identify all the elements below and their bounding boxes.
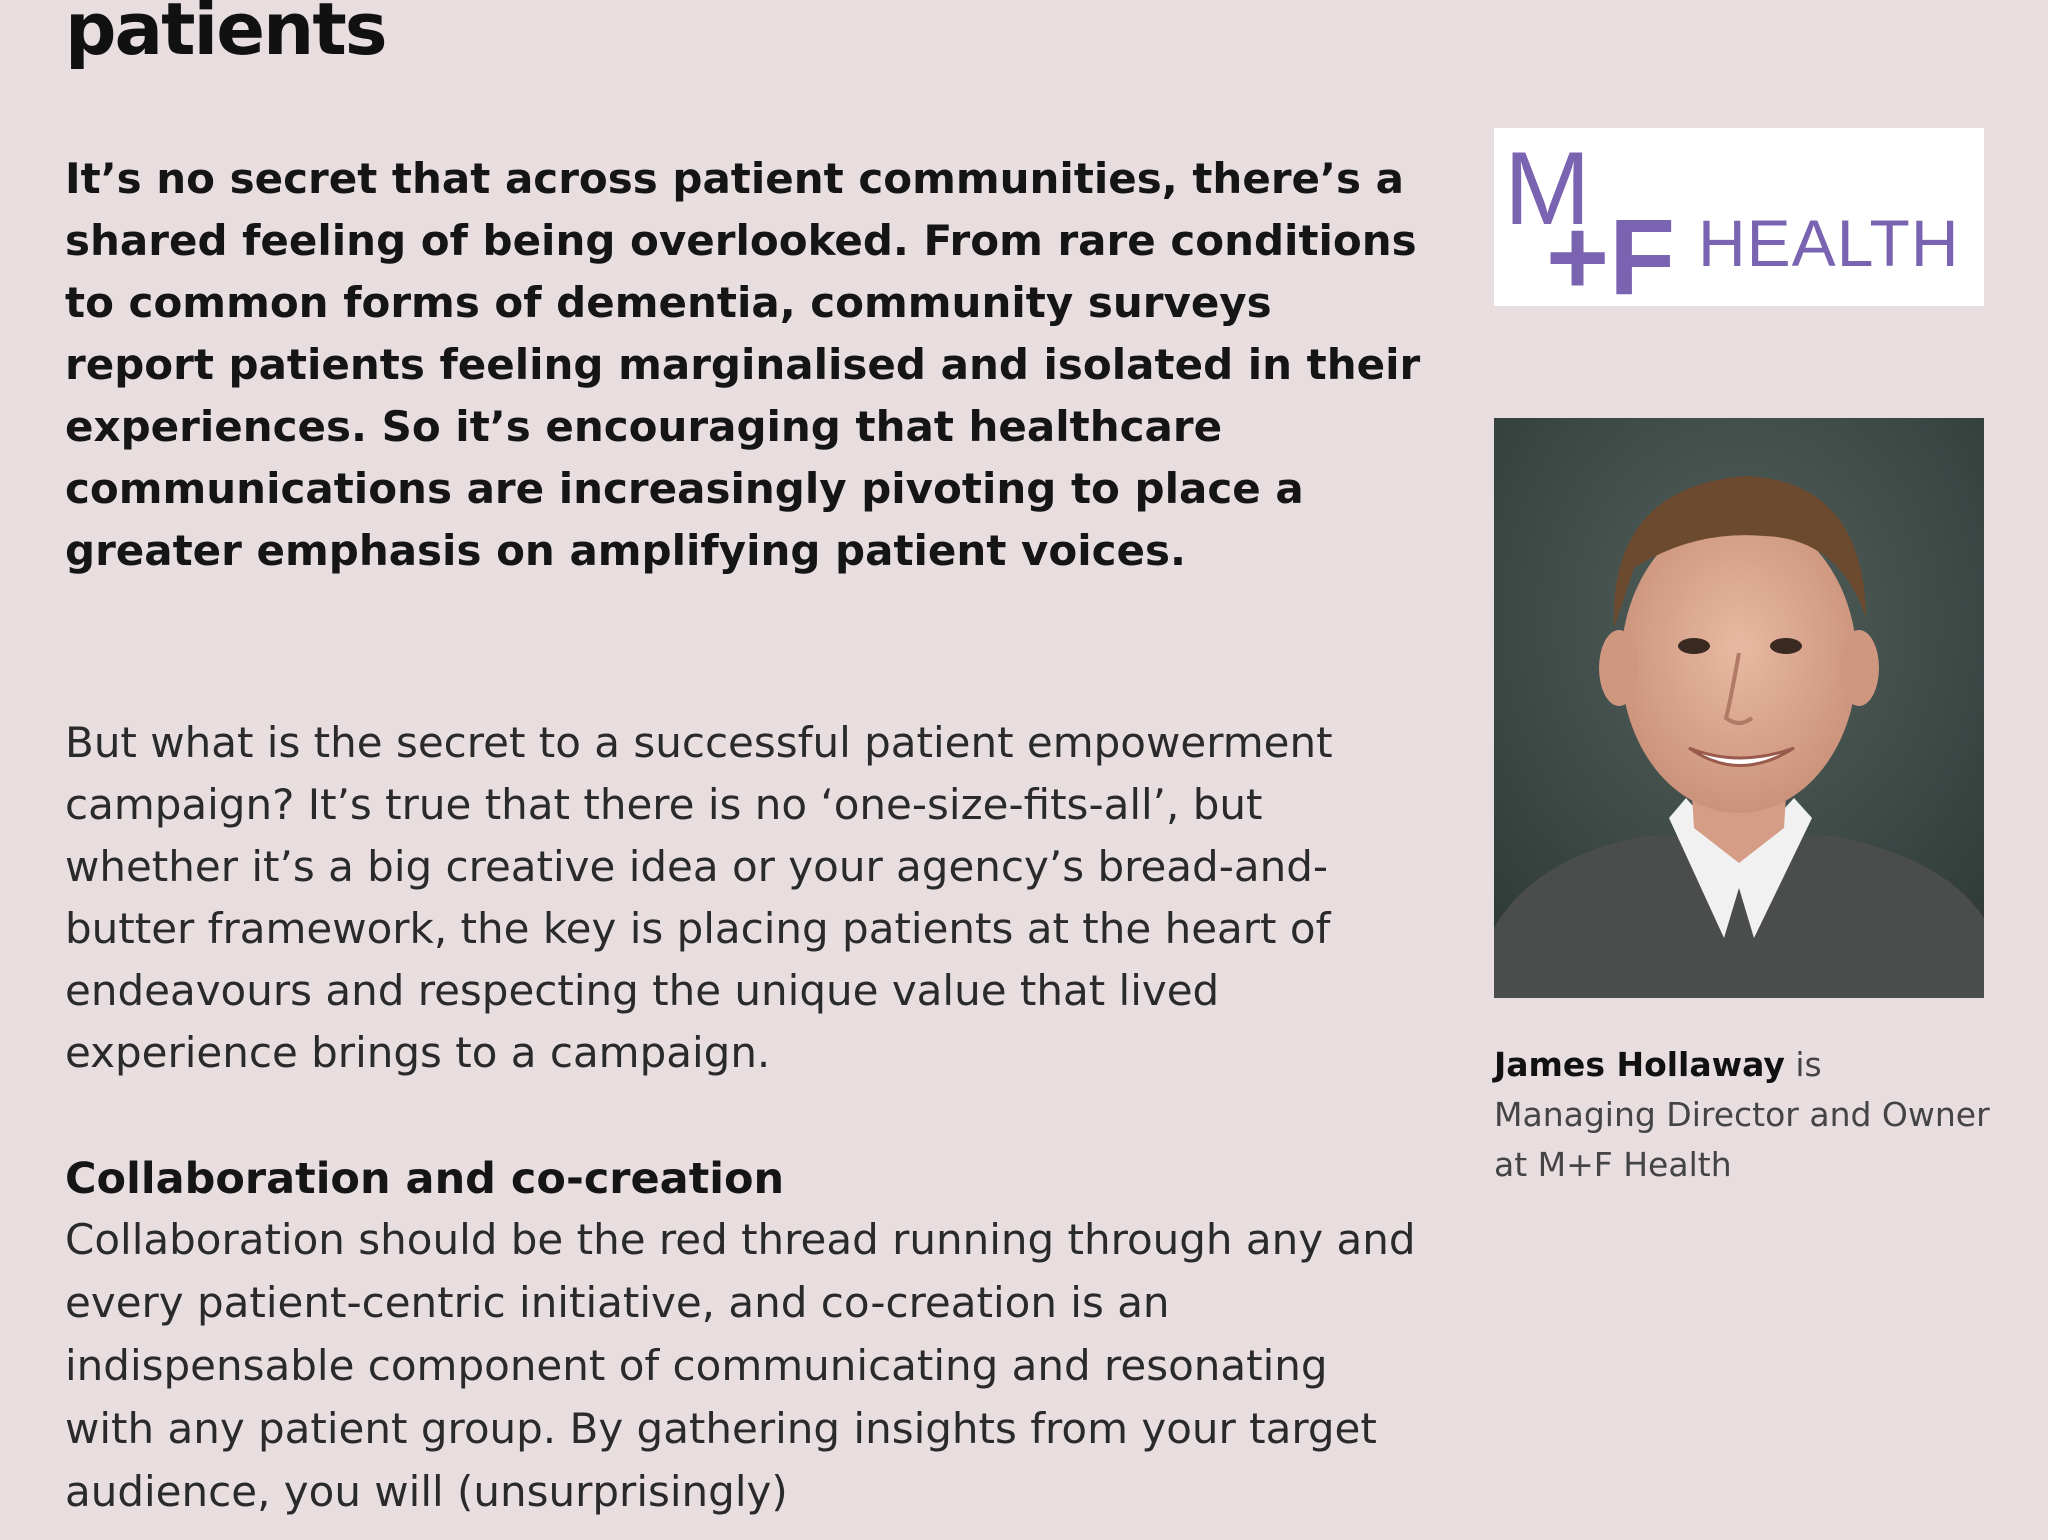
logo-letter-m: M [1504,131,1591,247]
article-heading: patients [65,0,386,71]
logo-letters-plus-f: +F [1546,196,1676,306]
body-paragraph-1: But what is the secret to a successful patient empowerment campaign? It’s true that there is no ‘one-size-fits-all’, but whether it’s a big creative idea or your agency’s bread-and-butter framework, the key is placing patients at the heart of endeavours and respecting the unique value that lived experience brings to a campaign. [65,718,1333,1077]
portrait-photo [1494,418,1984,998]
caption-role: is Managing Director and Owner at M+F Health [1494,1045,1990,1184]
logo-word-health: HEALTH [1698,206,1960,280]
company-logo [1494,128,1984,306]
lead-paragraph: It’s no secret that across patient communities, there’s a shared feeling of being overlooked. From rare conditions to common forms of dementia, community surveys report patients feeling marginalised and isolated in their experiences. So it’s encouraging that healthcare communications are increasingly pivoting to place a greater emphasis on amplifying patient voices. [65,154,1421,575]
section-subheading: Collaboration and co-creation [65,1154,785,1204]
body-paragraph-2: Collaboration should be the red thread running through any and every patient-centric initiative, and co-creation is an indispensable component of communicating and resonating with any patient group. By gathering insights from your target audience, you will (unsurprisingly) [65,1215,1416,1516]
caption-name: James Hollaway [1494,1045,1785,1084]
photo-caption [1494,1040,1994,1190]
